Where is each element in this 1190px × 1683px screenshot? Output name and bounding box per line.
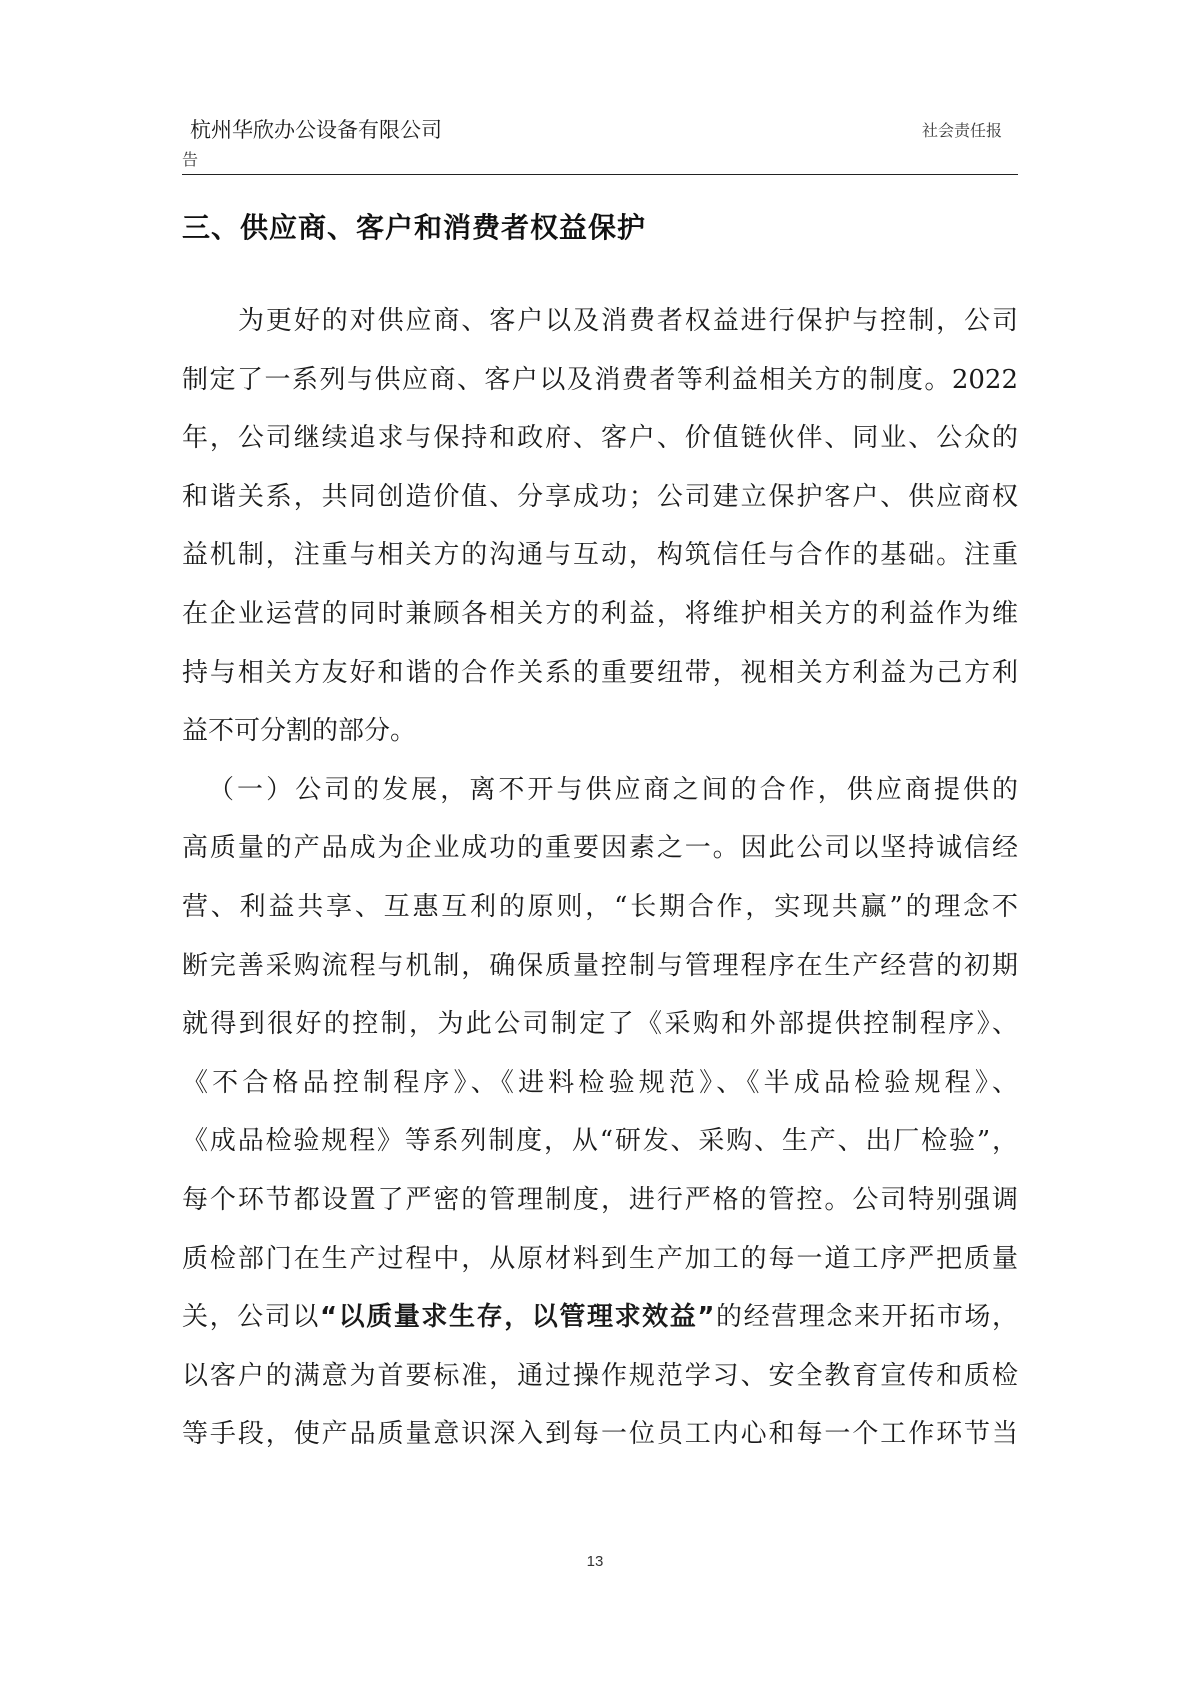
text-line: 质检部门在生产过程中，从原材料到生产加工的每一道工序严把质量: [182, 1243, 1018, 1274]
section-title: 三、供应商、客户和消费者权益保护: [182, 211, 647, 244]
text-line: 《不合格品控制程序》、《进料检验规范》、《半成品检验规程》、: [182, 1067, 1018, 1098]
header-divider: [182, 174, 1018, 175]
body-text: [182, 292, 1018, 1464]
text-line: 在企业运营的同时兼顾各相关方的利益，将维护相关方的利益作为维: [182, 598, 1018, 629]
business-philosophy-emphasis: “以质量求生存，以管理求效益”: [319, 1302, 715, 1333]
text-line-with-emphasis: [182, 1288, 1018, 1347]
text-line: （一）公司的发展，离不开与供应商之间的合作，供应商提供的: [208, 774, 1018, 805]
text-line: 《成品检验规程》等系列制度，从“研发、采购、生产、出厂检验”，: [182, 1126, 1018, 1157]
text-line: 断完善采购流程与机制，确保质量控制与管理程序在生产经营的初期: [182, 950, 1018, 981]
text-line: 制定了一系列与供应商、客户以及消费者等利益相关方的制度。2022: [182, 364, 1018, 395]
header-report-title: 社会责任报: [921, 121, 1002, 140]
page-number: 13: [586, 1553, 604, 1570]
text-line: 益不可分割的部分。: [182, 716, 417, 747]
text-line: 为更好的对供应商、客户以及消费者权益进行保护与控制，公司: [238, 306, 1018, 336]
text-line: 就得到很好的控制，为此公司制定了《采购和外部提供控制程序》、: [182, 1009, 1018, 1040]
header-company-name: 杭州华欣办公设备有限公司: [190, 119, 442, 142]
text-line: 营、利益共享、互惠互利的原则，“长期合作，实现共赢”的理念不: [182, 891, 1018, 922]
text-segment: 的经营理念来开拓市场，: [714, 1302, 1018, 1333]
text-line: 每个环节都设置了严密的管理制度，进行严格的管控。公司特别强调: [182, 1184, 1018, 1215]
text-line: 益机制，注重与相关方的沟通与互动，构筑信任与合作的基础。注重: [182, 540, 1018, 571]
header-report-title-wrap: 告: [182, 150, 199, 169]
text-line: 以客户的满意为首要标准，通过操作规范学习、安全教育宣传和质检: [182, 1360, 1018, 1391]
text-line: 等手段，使产品质量意识深入到每一位员工内心和每一个工作环节当: [182, 1419, 1018, 1450]
text-line: 高质量的产品成为企业成功的重要因素之一。因此公司以坚持诚信经: [182, 833, 1018, 864]
page-header: [182, 116, 1018, 176]
text-line: 持与相关方友好和谐的合作关系的重要纽带，视相关方利益为己方利: [182, 657, 1018, 688]
text-segment: 关，公司以: [182, 1302, 320, 1333]
text-line: 和谐关系，共同创造价值、分享成功；公司建立保护客户、供应商权: [182, 481, 1018, 512]
text-line: 年，公司继续追求与保持和政府、客户、价值链伙伴、同业、公众的: [182, 423, 1018, 454]
